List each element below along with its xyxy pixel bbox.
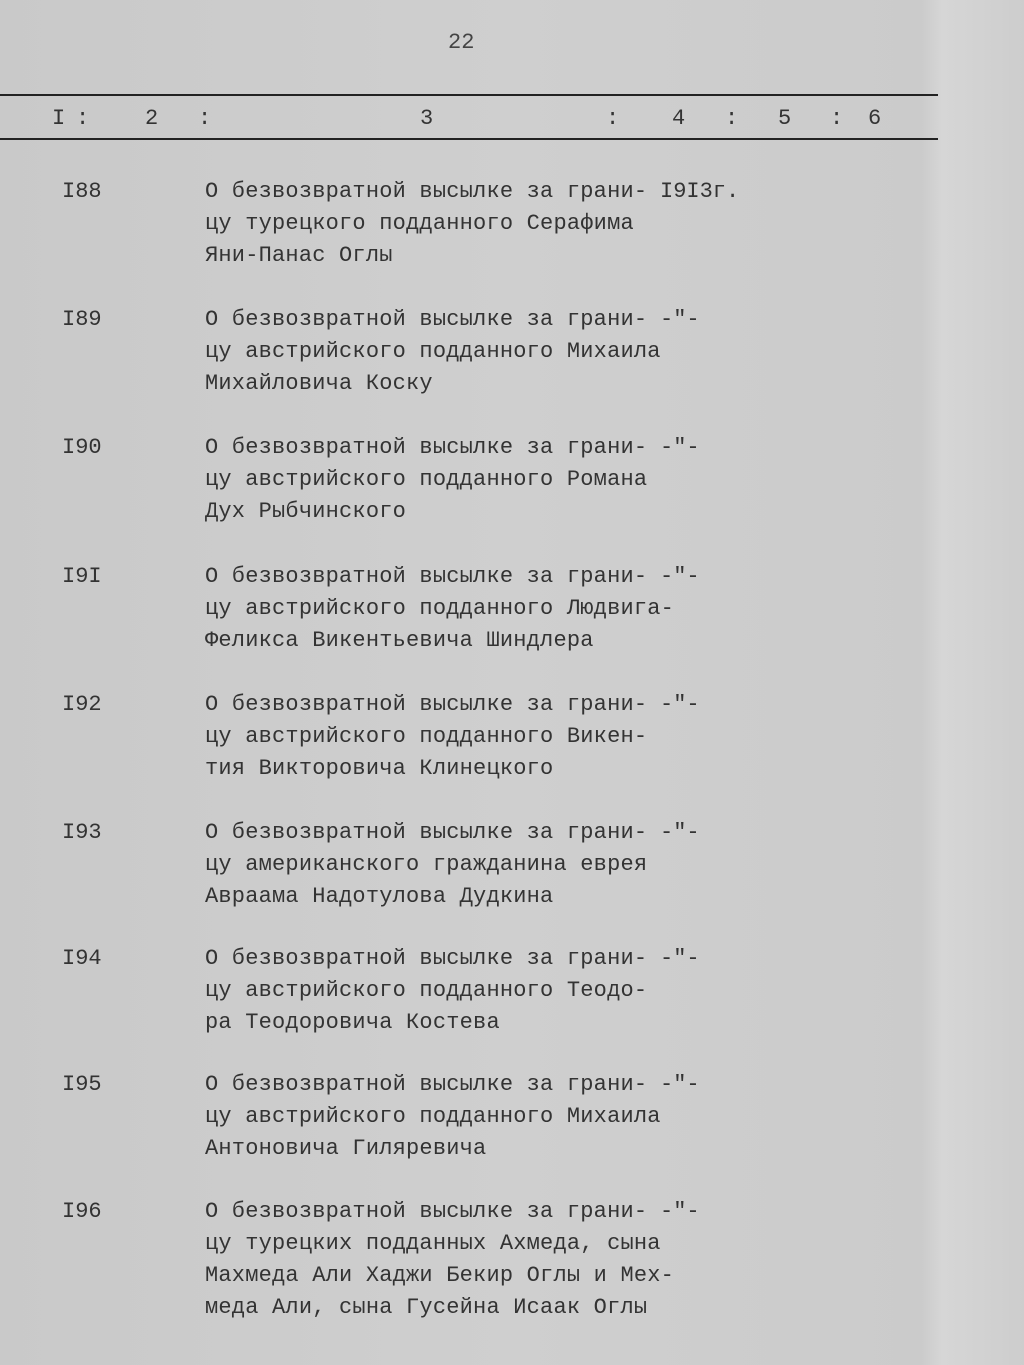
description-line: О безвозвратной высылке за грани- <box>205 435 648 460</box>
description-line: цу австрийского подданного Теодо- <box>205 978 648 1003</box>
description-line: Михайловича Коску <box>205 371 433 396</box>
description-line: О безвозвратной высылке за грани- <box>205 564 648 589</box>
entry-date: -"- <box>660 1199 700 1224</box>
entry-description <box>205 943 647 1039</box>
description-line: Авраама Надотулова Дудкина <box>205 884 554 909</box>
description-line: тия Викторовича Клинецкого <box>205 756 554 781</box>
entry-number: I88 <box>62 179 102 204</box>
entry-date: -"- <box>660 307 700 332</box>
description-line: О безвозвратной высылке за грани- <box>205 1072 648 1097</box>
column-separator: : <box>606 106 620 131</box>
entry-date: -"- <box>660 1072 700 1097</box>
column-header-6: 6 <box>868 106 882 131</box>
entry-date: -"- <box>660 564 700 589</box>
column-header-1: I <box>52 106 66 131</box>
entry-number: I95 <box>62 1072 102 1097</box>
column-header-2: 2 <box>145 106 159 131</box>
entry-date: -"- <box>660 435 700 460</box>
entry-number: I94 <box>62 946 102 971</box>
entry-description <box>205 304 661 400</box>
description-line: цу австрийского подданного Михаила <box>205 339 661 364</box>
column-header-5: 5 <box>778 106 792 131</box>
description-line: О безвозвратной высылке за грани- <box>205 307 648 332</box>
description-line: Яни-Панас Оглы <box>205 243 393 268</box>
entry-number: I9I <box>62 564 102 589</box>
entry-description <box>205 689 647 785</box>
page-number: 22 <box>448 30 475 55</box>
description-line: цу австрийского подданного Людвига- <box>205 596 675 621</box>
description-line: меда Али, сына Гусейна Исаак Оглы <box>205 1295 648 1320</box>
description-line: цу американского гражданина еврея <box>205 852 648 877</box>
column-header-4: 4 <box>672 106 686 131</box>
entry-date: -"- <box>660 692 700 717</box>
description-line: О безвозвратной высылке за грани- <box>205 179 648 204</box>
description-line: цу австрийского подданного Романа <box>205 467 648 492</box>
column-separator: : <box>198 106 212 131</box>
description-line: цу австрийского подданного Михаила <box>205 1104 661 1129</box>
description-line: Антоновича Гиляревича <box>205 1136 487 1161</box>
description-line: О безвозвратной высылке за грани- <box>205 692 648 717</box>
description-line: Дух Рыбчинского <box>205 499 407 524</box>
column-separator: : <box>830 106 844 131</box>
description-line: ра Теодоровича Костева <box>205 1010 500 1035</box>
entry-date: -"- <box>660 820 700 845</box>
entry-date: I9I3г. <box>660 179 740 204</box>
header-bottom-rule <box>0 138 938 140</box>
entry-number: I93 <box>62 820 102 845</box>
description-line: О безвозвратной высылке за грани- <box>205 820 648 845</box>
entry-description <box>205 432 647 528</box>
entry-description <box>205 1069 661 1165</box>
entry-date: -"- <box>660 946 700 971</box>
entry-description <box>205 561 674 657</box>
entry-description <box>205 176 647 272</box>
description-line: цу турецкого подданного Серафима <box>205 211 634 236</box>
description-line: цу австрийского подданного Викен- <box>205 724 648 749</box>
header-top-rule <box>0 94 938 96</box>
entry-number: I96 <box>62 1199 102 1224</box>
description-line: О безвозвратной высылке за грани- <box>205 1199 648 1224</box>
entry-description <box>205 817 647 913</box>
entry-number: I92 <box>62 692 102 717</box>
entry-description <box>205 1196 674 1324</box>
description-line: Махмеда Али Хаджи Бекир Оглы и Мех- <box>205 1263 675 1288</box>
column-header-3: 3 <box>420 106 434 131</box>
entry-number: I90 <box>62 435 102 460</box>
column-separator: : <box>76 106 90 131</box>
description-line: Феликса Викентьевича Шиндлера <box>205 628 594 653</box>
column-separator: : <box>725 106 739 131</box>
description-line: О безвозвратной высылке за грани- <box>205 946 648 971</box>
entry-number: I89 <box>62 307 102 332</box>
description-line: цу турецких подданных Ахмеда, сына <box>205 1231 661 1256</box>
